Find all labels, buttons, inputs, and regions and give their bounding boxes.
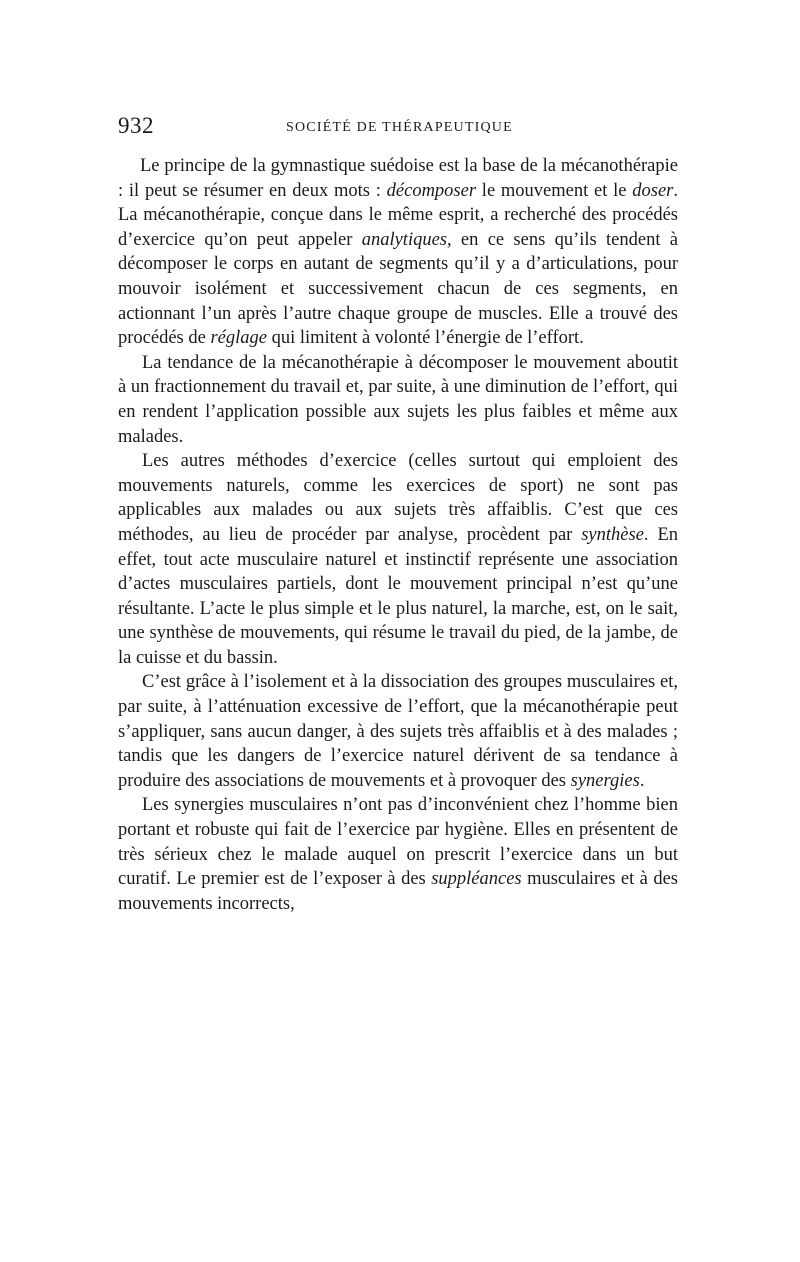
paragraph-2 xyxy=(118,351,678,449)
italic-term: suppléances xyxy=(431,869,522,890)
text-segment: Les synergies musculaires n’ont pas d’inconvénient chez l’homme bien portant et robuste qui fait de l’exercice par hygiène. Elles en présentent de très sérieux chez le malade auquel on prescrit l’exercice dans un but curatif. Le premier est de l’exposer à des xyxy=(118,795,678,890)
running-title: SOCIÉTÉ DE THÉRAPEUTIQUE xyxy=(286,120,513,135)
page-number: 932 xyxy=(118,113,154,138)
italic-term: décomposer xyxy=(386,180,477,201)
italic-term: synergies xyxy=(570,770,640,791)
paragraph-3 xyxy=(118,449,678,670)
italic-term: doser xyxy=(632,180,674,201)
text-segment: . xyxy=(639,770,645,791)
paragraph-4 xyxy=(118,670,678,793)
text-segment: Le principe de la gymnastique suédoise est la base de la mécanothérapie : il peut se résumer en deux mots : xyxy=(118,156,678,201)
italic-term: synthèse xyxy=(581,524,644,545)
text-segment: musculaires et à des mouvements incorrects, xyxy=(118,869,678,914)
text-segment: Les autres méthodes d’exercice (celles surtout qui emploient des mouvements naturels, comme les exercices de sport) ne sont pas applicables aux malades ou aux sujets très affaiblis. C’est que ces méthodes, au lieu de procéder par analyse, procèdent par xyxy=(118,451,678,545)
text-segment: , en ce sens qu’ils tendent à décomposer le corps en autant de segments qu’il y a d’articulations, pour mouvoir isolément et successivement chacun de ces segments, en actionnant l’un après l’autre chaque groupe de muscles. Elle a trouvé des procédés de xyxy=(118,229,679,349)
text-segment: le mouvement et le xyxy=(476,180,633,201)
italic-term: analytiques xyxy=(361,229,447,250)
text-segment: . La mécanothérapie, conçue dans le même esprit, a recherché des procédés d’exercice qu’on peut appeler xyxy=(118,180,678,250)
text-segment: . En effet, tout acte musculaire naturel et instinctif représente une association d’actes musculaires partiels, dont le mouvement principal n’est qu’une résultante. L’acte le plus simple et le plus naturel, la marche, est, on le sait, une synthèse de mouvements, qui résume le travail du pied, de la jambe, de la cuisse et du bassin. xyxy=(118,524,678,668)
running-head xyxy=(118,113,678,143)
text-segment: C’est grâce à l’isolement et à la dissociation des groupes musculaires et, par suite, à l’atténuation excessive de l’effort, que la mécanothérapie peut s’appliquer, sans aucun danger, à des sujets très affaiblis et à des malades ; tandis que les dangers de l’exercice naturel dérivent de sa tendance à produire des associations de mouvements et à provoquer des xyxy=(118,672,678,791)
paragraph-5 xyxy=(118,793,678,916)
body-text xyxy=(118,154,678,916)
text-segment: qui limitent à volonté l’énergie de l’effort. xyxy=(266,328,584,349)
text-segment: La tendance de la mécanothérapie à décomposer le mouvement aboutit à un fractionnement du travail et, par suite, à une diminution de l’effort, qui en rendent l’application possible aux sujets les plus faibles et même aux malades. xyxy=(118,352,678,447)
italic-term: réglage xyxy=(210,328,267,349)
paragraph-1 xyxy=(118,154,678,351)
